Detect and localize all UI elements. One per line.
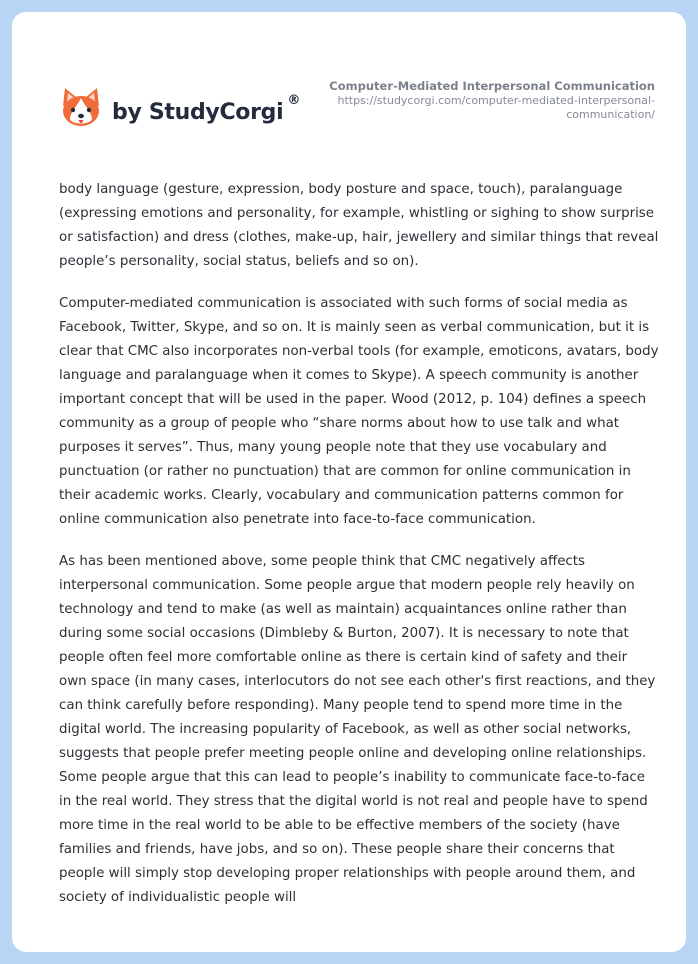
brand-name: by StudyCorgi (112, 99, 284, 125)
document-meta (315, 79, 655, 122)
paragraph: body language (gesture, expression, body posture and space, touch), paralanguage (expressing emotions and personality, for example, whistling or sighing to show surprise or satisfaction) and dress (clothes, make-up, hair, jewellery and similar things that reveal people’s personality, social status, beliefs and so on). (59, 182, 659, 269)
studycorgi-logo[interactable] (60, 76, 300, 140)
registered-mark: ® (287, 92, 301, 108)
document-url[interactable]: https://studycorgi.com/computer-mediated-interpersonal-communication/ (337, 94, 655, 121)
document-body (59, 178, 659, 928)
paragraph: Computer-mediated communication is associated with such forms of social media as Facebook, Twitter, Skype, and so on. It is mainly seen as verbal communication, but it is clear that CMC also incorporates non-verbal tools (for example, emoticons, avatars, body language and paralanguage when it comes to Skype). A speech community is another important concept that will be used in the paper. Wood (2012, p. 104) defines a speech community as a group of people who “share norms about how to use talk and what purposes it serves”. Thus, many young people note that they use vocabulary and punctuation (or rather no punctuation) that are common for online communication in their academic works. Clearly, vocabulary and communication patterns common for online communication also penetrate into face-to-face communication. (59, 296, 659, 527)
document-title: Computer-Mediated Interpersonal Communication (329, 79, 655, 93)
paragraph: As has been mentioned above, some people think that CMC negatively affects interpersonal communication. Some people argue that modern people rely heavily on technology and tend to make (as well as maintain) acquaintances online rather than during some social occasions (Dimbleby & Burton, 2007). It is necessary to note that people often feel more comfortable online as there is certain kind of safety and their own space (in many cases, interlocutors do not see each other's first reactions, and they can think carefully before responding). Many people tend to spend more time in the digital world. The increasing popularity of Facebook, as well as other social networks, suggests that people prefer meeting people online and developing online relationships. Some people argue that this can lead to people’s inability to communicate face-to-face in the real world. They stress that the digital world is not real and people have to spend more time in the real world to be able to be effective members of the society (have families and friends, have jobs, and so on). These people share their concerns that people will simply stop developing proper relationships with people around them, and society of individualistic people will (59, 554, 656, 905)
document-page (12, 12, 686, 952)
corgi-icon (60, 86, 102, 130)
